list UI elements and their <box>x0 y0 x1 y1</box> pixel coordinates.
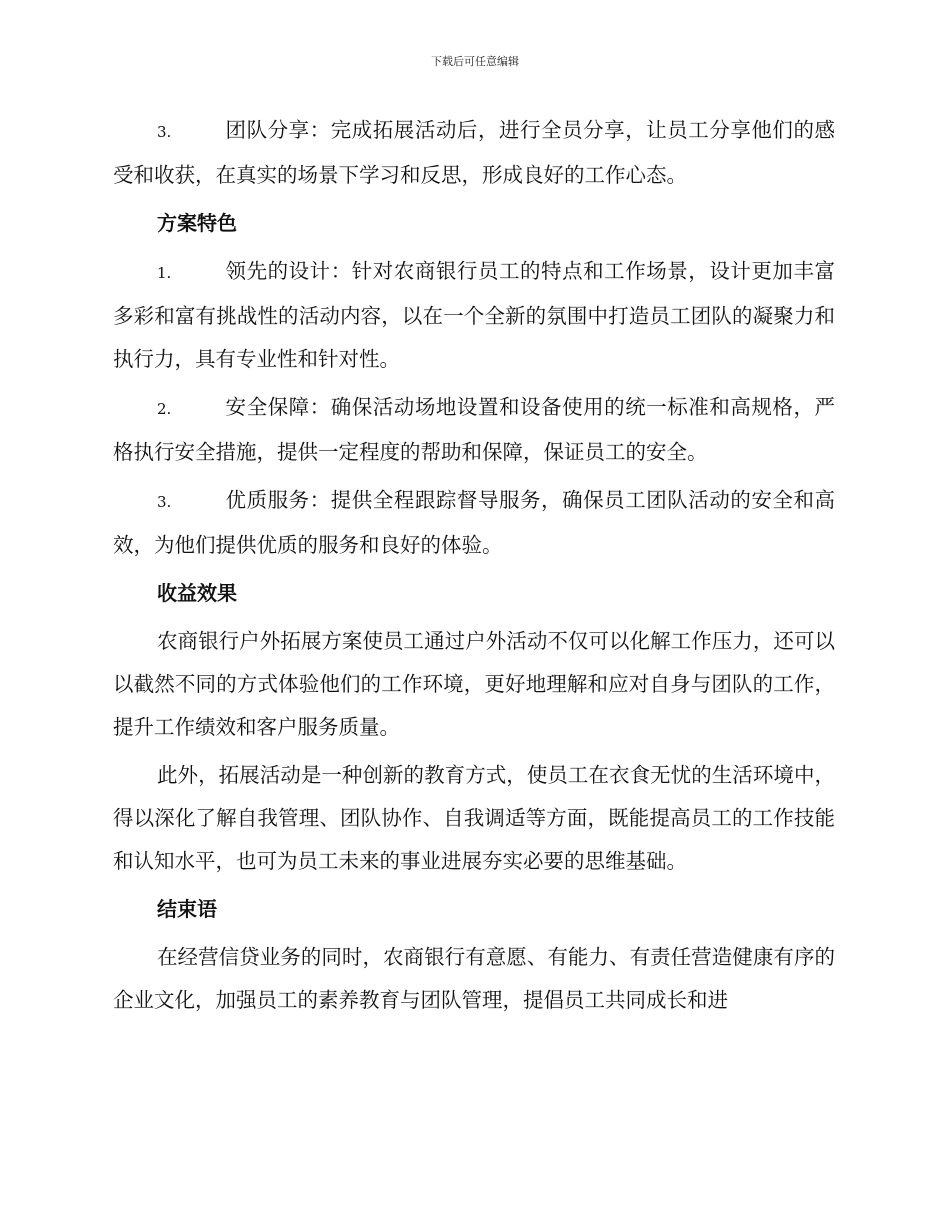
paragraph-benefits-2: 此外，拓展活动是一种创新的教育方式，使员工在衣食无忧的生活环境中，得以深化了解自我管理、团队协作、自我调适等方面，既能提高员工的工作技能和认知水平，也可为员工未来的事业进展夯实必要的思维基础。 <box>113 763 835 873</box>
section-heading-features: 方案特色 <box>157 211 237 235</box>
list-number: 3. <box>157 493 172 511</box>
document-body <box>113 109 835 1027</box>
list-number: 1. <box>157 264 172 282</box>
list-item-design <box>113 250 835 381</box>
section-heading-benefits: 收益效果 <box>157 581 237 605</box>
list-item-text: 团队分享：完成拓展活动后，进行全员分享，让员工分享他们的感受和收获，在真实的场景下学习和反思，形成良好的工作心态。 <box>113 118 835 187</box>
paragraph-benefits-1: 农商银行户外拓展方案使员工通过户外活动不仅可以化解工作压力，还可以以截然不同的方式体验他们的工作环境，更好地理解和应对自身与团队的工作，提升工作绩效和客户服务质量。 <box>113 629 835 739</box>
page-header: 下载后可任意编辑 <box>431 55 519 68</box>
paragraph-conclusion: 在经营信贷业务的同时，农商银行有意愿、有能力、有责任营造健康有序的企业文化，加强员工的素养教育与团队管理，提倡员工共同成长和进 <box>113 945 835 1012</box>
list-number: 3. <box>157 123 172 141</box>
list-item-team-sharing <box>113 109 835 197</box>
list-item-safety <box>113 386 835 474</box>
list-item-text: 安全保障：确保活动场地设置和设备使用的统一标准和高规格，严格执行安全措施，提供一定程度的帮助和保障，保证员工的安全。 <box>113 395 835 464</box>
list-item-service <box>113 479 835 567</box>
list-item-text: 优质服务：提供全程跟踪督导服务，确保员工团队活动的安全和高效，为他们提供优质的服务和良好的体验。 <box>113 488 835 557</box>
list-item-text: 领先的设计：针对农商银行员工的特点和工作场景，设计更加丰富多彩和富有挑战性的活动内容，以在一个全新的氛围中打造员工团队的凝聚力和执行力，具有专业性和针对性。 <box>113 259 835 371</box>
list-number: 2. <box>157 400 172 418</box>
section-heading-conclusion: 结束语 <box>157 897 217 921</box>
